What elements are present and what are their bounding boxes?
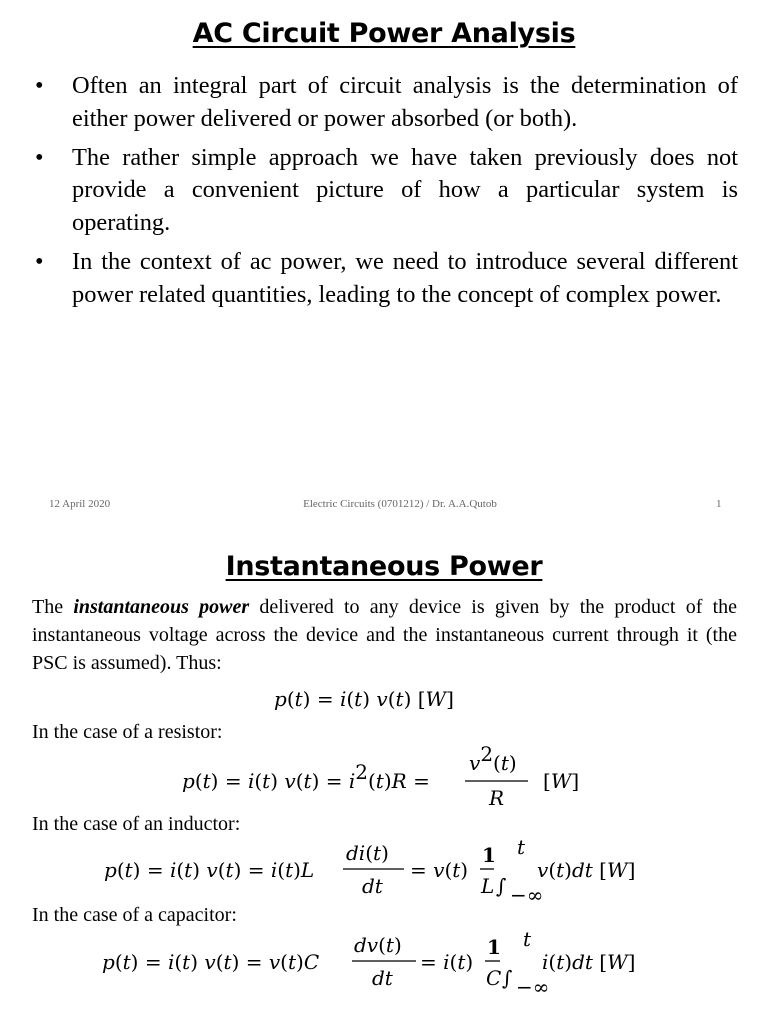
intro-rest: delivered to any device is given by the product of the instantaneous voltage across the device and the instantaneous current through it (the PSC is assumed). Thus: — [32, 596, 738, 674]
svg-text:p(t) = i(t) v(t) [W]: p(t) = i(t) v(t) [W] — [274, 687, 454, 711]
svg-text:p(t) = i(t) v(t) = v(t)C: p(t) = i(t) v(t) = v(t)C — [102, 950, 320, 974]
bullet-text: Often an integral part of circuit analysis is the determination of either power delivered or power absorbed (or both). — [72, 72, 738, 132]
equation-resistor — [0, 746, 768, 812]
svg-text:dt: dt — [372, 966, 393, 990]
bullet-dot-icon: • — [35, 247, 44, 275]
svg-text:R: R — [489, 786, 505, 810]
svg-text:i(t)dt [W]: i(t)dt [W] — [542, 950, 636, 974]
footer-page-number: 1 — [716, 498, 722, 510]
equation-capacitor — [0, 928, 768, 1004]
intro-prefix: The — [32, 596, 74, 618]
svg-text:∫: ∫ — [502, 966, 513, 990]
equation-general-graphic — [0, 680, 768, 716]
svg-text:t: t — [517, 836, 526, 859]
slide-title: Instantaneous Power — [225, 551, 543, 582]
intro-paragraph — [32, 593, 737, 677]
svg-text:v(t)dt [W]: v(t)dt [W] — [537, 858, 636, 882]
svg-text:1: 1 — [482, 843, 496, 867]
bullet-item — [32, 246, 738, 312]
svg-text:= v(t): = v(t) — [410, 858, 469, 882]
svg-text:di(t): di(t) — [346, 841, 389, 865]
bullet-text: In the context of ac power, we need to introduce several different power related quantities, leading to the concept of complex power. — [72, 247, 738, 308]
bullet-dot-icon: • — [35, 143, 44, 171]
resistor-label: In the case of a resistor: — [32, 721, 223, 743]
bullet-dot-icon: • — [35, 72, 44, 99]
svg-text:∫: ∫ — [496, 874, 507, 898]
bullet-text: The rather simple approach we have taken previously does not provide a convenient picture of how a particular system is operating. — [72, 143, 738, 237]
equation-resistor-graphic — [0, 746, 768, 812]
svg-text:p(t) = i(t) v(t) = i(t)L: p(t) = i(t) v(t) = i(t)L — [104, 858, 315, 882]
svg-text:dt: dt — [362, 874, 383, 898]
svg-text:= i(t): = i(t) — [420, 950, 474, 974]
intro-term: instantaneous power — [73, 596, 250, 618]
svg-text:−∞: −∞ — [516, 975, 550, 999]
equation-general — [0, 680, 768, 716]
footer-date: 12 April 2020 — [49, 498, 111, 510]
svg-text:1: 1 — [487, 935, 501, 959]
svg-text:L: L — [481, 874, 495, 898]
capacitor-label: In the case of a capacitor: — [32, 904, 237, 926]
inductor-label: In the case of an inductor: — [32, 813, 241, 835]
bullet-item — [32, 70, 738, 136]
svg-text:dv(t): dv(t) — [354, 933, 402, 957]
equation-inductor — [0, 836, 768, 912]
svg-text:v2(t): v2(t) — [469, 746, 517, 775]
svg-text:−∞: −∞ — [510, 883, 544, 907]
svg-text:C: C — [486, 966, 502, 990]
equation-capacitor-graphic — [0, 928, 768, 1004]
slide-instantaneous-power — [0, 524, 768, 1024]
bullet-item — [32, 142, 738, 240]
svg-text:[W]: [W] — [543, 769, 580, 793]
footer-course: Electric Circuits (0701212) / Dr. A.A.Qutob — [303, 498, 497, 510]
slide-title: AC Circuit Power Analysis — [192, 18, 576, 49]
bullet-list — [32, 70, 738, 318]
svg-text:p(t) = i(t) v(t) = i2(t)R =: p(t) = i(t) v(t) = i2(t)R = — [182, 760, 430, 793]
equation-inductor-graphic — [0, 836, 768, 912]
svg-text:t: t — [523, 928, 532, 951]
